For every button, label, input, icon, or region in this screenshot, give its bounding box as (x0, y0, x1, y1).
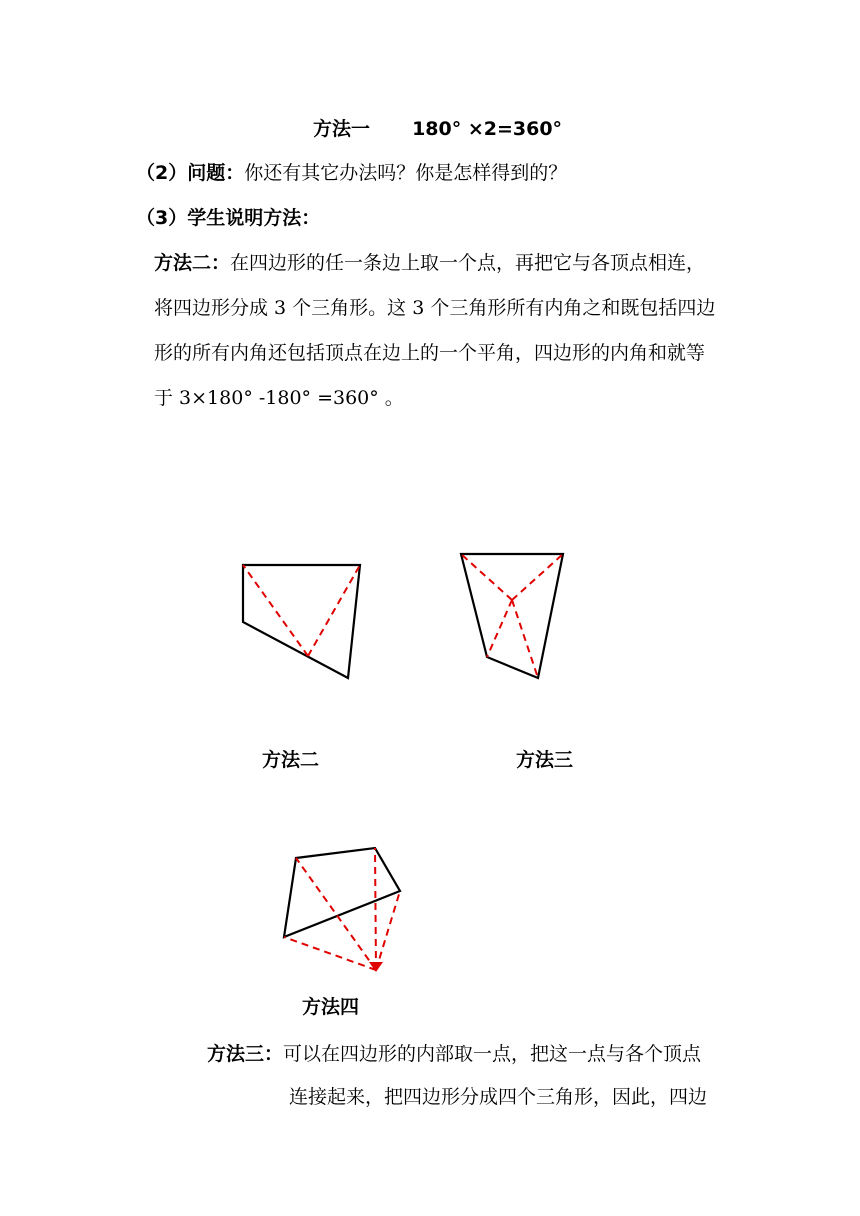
caption-method2: 方法二 (262, 749, 320, 771)
method3-label: 方法三： (207, 1043, 284, 1065)
method2-line-2: 将四边形分成 3 个三角形。这 3 个三角形所有内角之和既包括四边 (154, 297, 716, 319)
method2-text-1: 在四边形的任一条边上取一个点，再把它与各顶点相连， (230, 252, 706, 274)
fig3-dash-1 (461, 554, 512, 600)
fig2-outline (243, 565, 360, 678)
fig3-dash-4 (487, 600, 512, 657)
method2-line-3: 形的所有内角还包括顶点在边上的一个平角，四边形的内角和就等 (154, 342, 706, 364)
question-2-label: （2）问题： (136, 162, 245, 184)
method2-label: 方法二： (154, 252, 231, 274)
fig4-outline (284, 848, 400, 937)
figure-method3 (461, 554, 563, 678)
question-2-text: 你还有其它办法吗？你是怎样得到的？ (244, 162, 568, 184)
fig3-outline (461, 554, 563, 678)
method1-formula: 180° ×2=360° (412, 118, 563, 140)
caption-method4: 方法四 (302, 996, 360, 1018)
figure-method2 (243, 565, 360, 678)
fig4-dash-2 (296, 858, 376, 970)
method3-line-1 (207, 1042, 701, 1066)
method2-line-4: 于 3×180° -180° =360° 。 (154, 387, 404, 409)
fig4-dash-3 (375, 848, 376, 970)
question-3: （3）学生说明方法： (136, 207, 321, 229)
caption-method3: 方法三 (516, 749, 574, 771)
fig4-dash-1 (284, 937, 376, 970)
fig2-dash-1 (243, 565, 308, 656)
method1-label: 方法一 (313, 118, 371, 140)
fig3-dash-3 (512, 600, 538, 678)
fig4-arrow-tip (369, 962, 383, 972)
method3-text-1: 可以在四边形的内部取一点，把这一点与各个顶点 (283, 1043, 702, 1065)
figure-method4 (284, 848, 400, 972)
fig4-dash-4 (376, 891, 400, 970)
method3-line-2: 连接起来，把四边形分成四个三角形，因此，四边 (289, 1086, 708, 1108)
